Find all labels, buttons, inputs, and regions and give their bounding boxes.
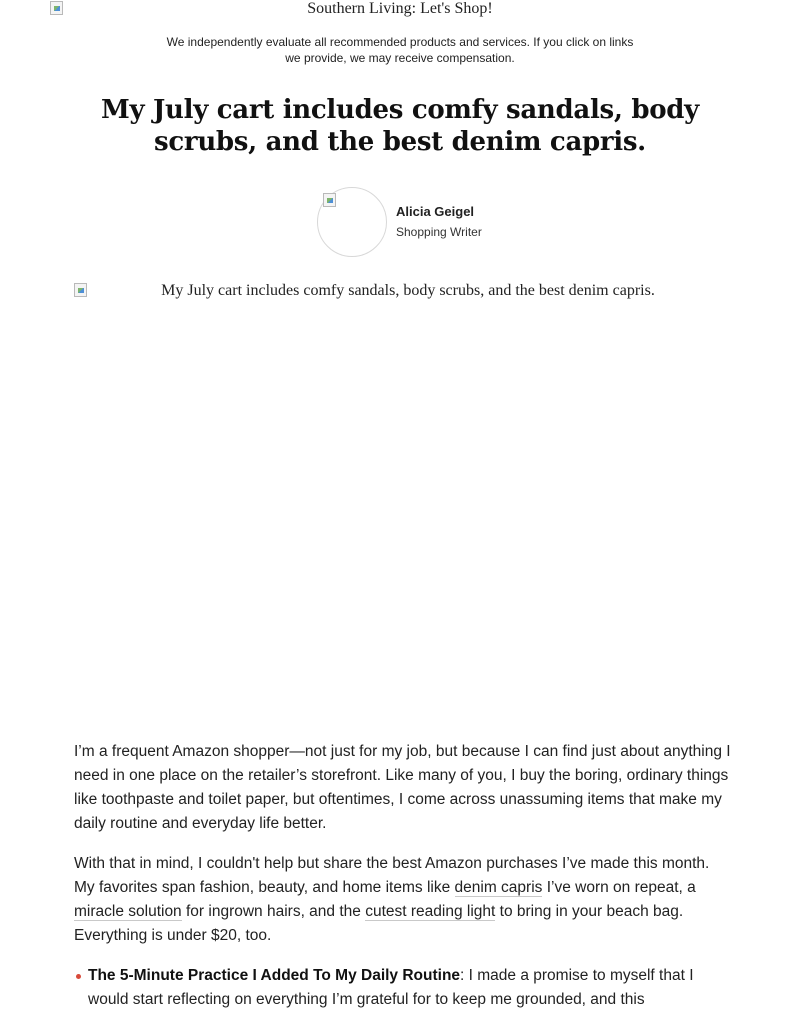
related-list [74, 964, 734, 1012]
link-miracle-solution[interactable]: miracle solution [74, 903, 182, 920]
author-avatar[interactable] [317, 187, 387, 257]
affiliate-disclaimer: We independently evaluate all recommended products and services. If you click on links we provide, we may receive compensation. [166, 35, 634, 65]
hero-image [74, 282, 726, 722]
link-reading-light[interactable]: cutest reading light [365, 903, 496, 920]
author-role: Shopping Writer [396, 225, 482, 239]
intro-paragraph: I’m a frequent Amazon shopper—not just for my job, but because I can find just about anything I need in one place on the retailer’s storefront. Like many of you, I buy the boring, ordinary things like toothpaste and toilet paper, but oftentimes, I come across unassuming items that make my daily routine and everyday life better. [74, 743, 731, 832]
related-article-link[interactable]: The 5-Minute Practice I Added To My Daily Routine [88, 967, 461, 984]
broken-image-icon [50, 1, 63, 15]
article-body [74, 740, 734, 1012]
list-item: The 5-Minute Practice I Added To My Daily Routine: I made a promise to myself that I would start reflecting on everything I’m grateful for to keep me grounded, and this [88, 964, 734, 1012]
masthead-logo[interactable] [50, 0, 750, 18]
broken-image-icon [323, 193, 336, 207]
author-name[interactable]: Alicia Geigel [396, 204, 475, 219]
author-byline[interactable] [317, 187, 517, 257]
article-headline: My July cart includes comfy sandals, body scrubs, and the best denim capris. [101, 95, 699, 157]
link-denim-capris[interactable]: denim capris [454, 879, 543, 896]
hero-image-alt: My July cart includes comfy sandals, body scrubs, and the best denim capris. [161, 282, 655, 299]
second-paragraph: With that in mind, I couldn't help but share the best Amazon purchases I’ve made this month. My favorites span fashion, beauty, and home items like denim capris I’ve worn on repeat, a miracle solution for ingrown hairs, and the cutest reading light to bring in your beach bag. Everything is under $20, too. [74, 855, 710, 944]
masthead-logo-alt: Southern Living: Let's Shop! [307, 0, 493, 17]
